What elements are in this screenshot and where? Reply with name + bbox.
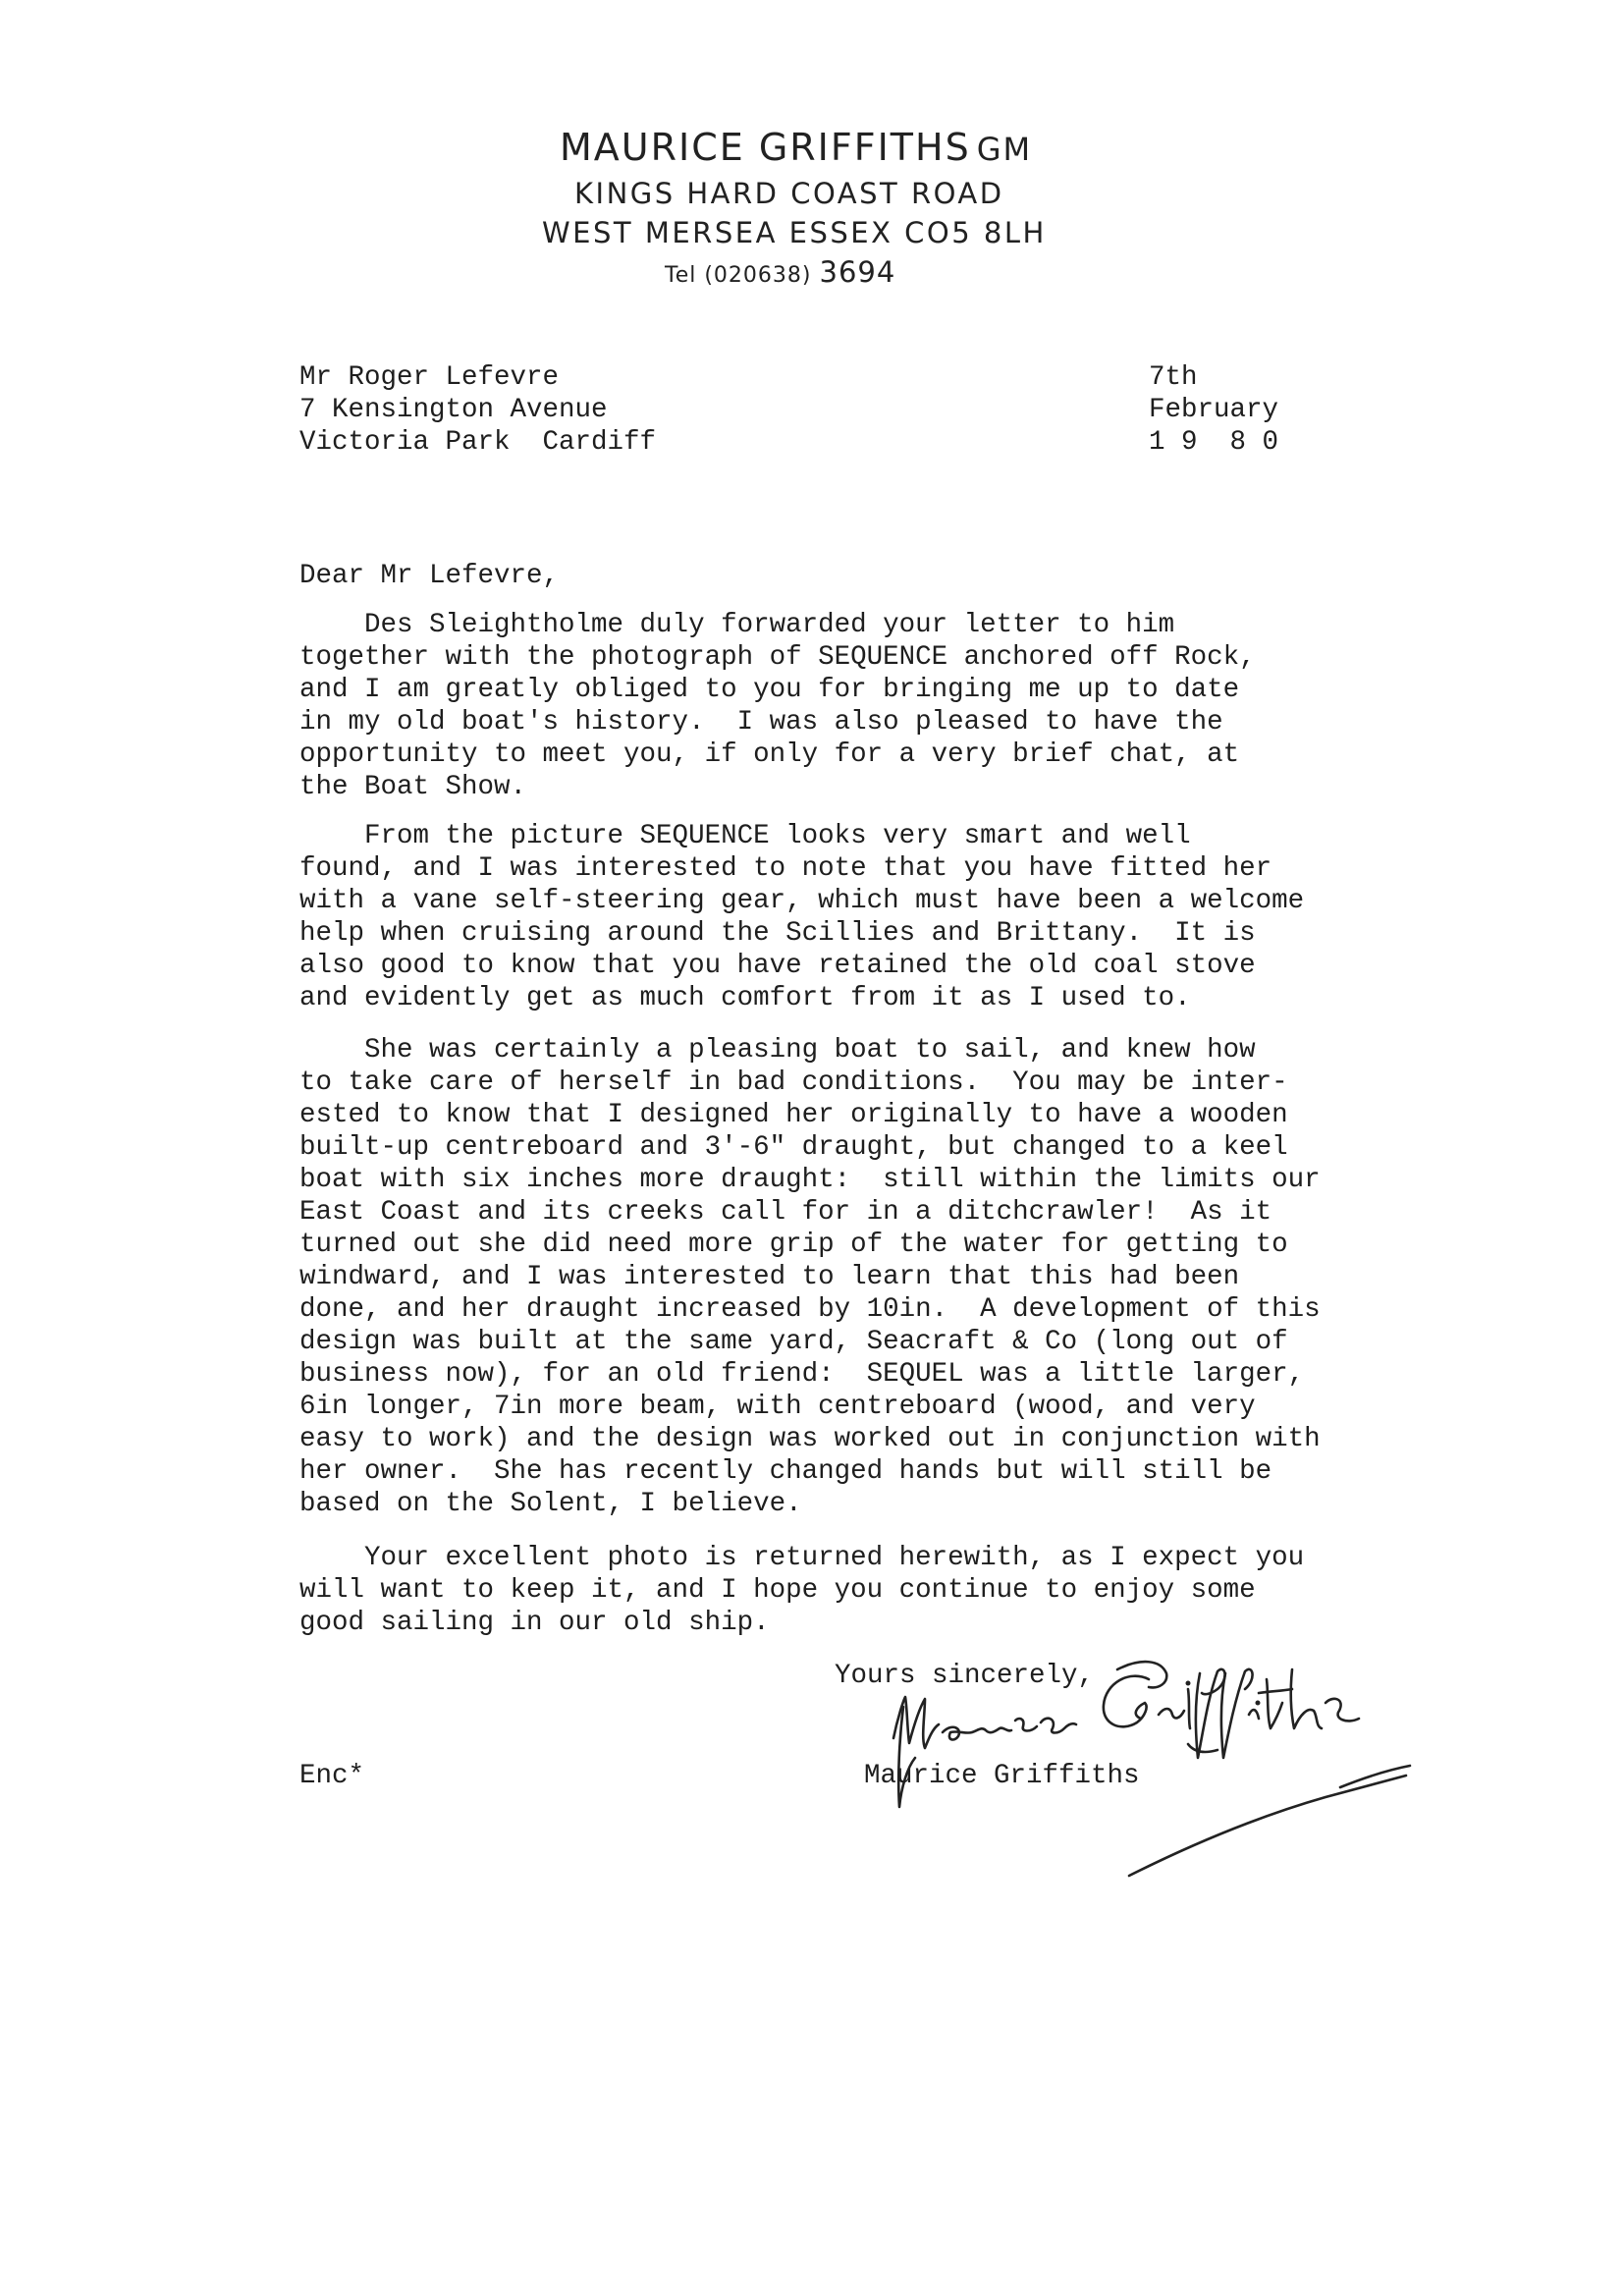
paragraph-line: opportunity to meet you, if only for a very brief chat, at: [299, 739, 1240, 770]
closing: Yours sincerely,: [835, 1661, 1095, 1691]
paragraph-line: East Coast and its creeks call for in a ditchcrawler! As it: [299, 1197, 1272, 1228]
letterhead-telephone: [665, 255, 895, 289]
paragraph-line: the Boat Show.: [299, 772, 527, 802]
paragraph-line: turned out she did need more grip of the water for getting to: [299, 1230, 1288, 1260]
paragraph-line: and evidently get as much comfort from it as I used to.: [299, 983, 1191, 1013]
paragraph-line: business now), for an old friend: SEQUEL was a little larger,: [299, 1359, 1305, 1390]
paragraph-line: based on the Solent, I believe.: [299, 1489, 802, 1519]
paragraph-line: will want to keep it, and I hope you continue to enjoy some: [299, 1575, 1256, 1606]
paragraph-line: design was built at the same yard, Seacraft & Co (long out of: [299, 1327, 1288, 1357]
paragraph-line: with a vane self-steering gear, which must have been a welcome: [299, 886, 1305, 916]
letterhead-address-line-1: KINGS HARD COAST ROAD: [574, 177, 1004, 210]
recipient-name: Mr Roger Lefevre: [299, 362, 560, 393]
paragraph-line: From the picture SEQUENCE looks very smart and well: [299, 821, 1191, 851]
paragraph-line: together with the photograph of SEQUENCE anchored off Rock,: [299, 642, 1256, 673]
recipient-town: Victoria Park Cardiff: [299, 427, 657, 458]
paragraph-line: windward, and I was interested to learn that this had been: [299, 1262, 1240, 1292]
paragraph-line: ested to know that I designed her originally to have a wooden: [299, 1100, 1288, 1130]
paragraph-line: found, and I was interested to note that you have fitted her: [299, 853, 1272, 884]
paragraph-line: done, and her draught increased by 10in. A development of this: [299, 1294, 1321, 1325]
paragraph-line: easy to work) and the design was worked out in conjunction with: [299, 1424, 1321, 1454]
paragraph-line: and I am greatly obliged to you for bringing me up to date: [299, 675, 1240, 705]
paragraph-line: Des Sleightholme duly forwarded your letter to him: [299, 610, 1175, 640]
paragraph-line: built-up centreboard and 3'-6" draught, but changed to a keel: [299, 1132, 1288, 1163]
letterhead-name: [560, 126, 1032, 169]
paragraph-line: She was certainly a pleasing boat to sail, and knew how: [299, 1035, 1256, 1066]
sender-name: MAURICE GRIFFITHS: [560, 126, 971, 169]
paragraph-line: help when cruising around the Scillies and Brittany. It is: [299, 918, 1256, 949]
paragraph-line: her owner. She has recently changed hands but will still be: [299, 1456, 1272, 1487]
paragraph-line: Your excellent photo is returned herewith, as I expect you: [299, 1543, 1305, 1573]
date-year: 1 9 8 0: [1149, 427, 1279, 458]
paragraph-line: in my old boat's history. I was also pleased to have the: [299, 707, 1223, 738]
signatory-name: Maurice Griffiths: [864, 1761, 1140, 1791]
date-month: February: [1149, 395, 1279, 425]
telephone-number: 3694: [819, 255, 896, 289]
paragraph-line: good sailing in our old ship.: [299, 1608, 770, 1638]
paragraph-line: also good to know that you have retained the old coal stove: [299, 951, 1256, 981]
enclosure-note: Enc*: [299, 1761, 365, 1791]
recipient-street: 7 Kensington Avenue: [299, 395, 608, 425]
telephone-label: Tel (020638): [665, 263, 812, 288]
date-day: 7th: [1149, 362, 1198, 393]
letterhead-address-line-2: WEST MERSEA ESSEX CO5 8LH: [542, 216, 1047, 249]
paragraph-line: to take care of herself in bad conditions. You may be inter-: [299, 1067, 1288, 1098]
sender-honour: GM: [976, 131, 1033, 168]
salutation: Dear Mr Lefevre,: [299, 561, 560, 591]
paragraph-line: 6in longer, 7in more beam, with centreboard (wood, and very: [299, 1392, 1256, 1422]
paragraph-line: boat with six inches more draught: still within the limits our: [299, 1165, 1321, 1195]
